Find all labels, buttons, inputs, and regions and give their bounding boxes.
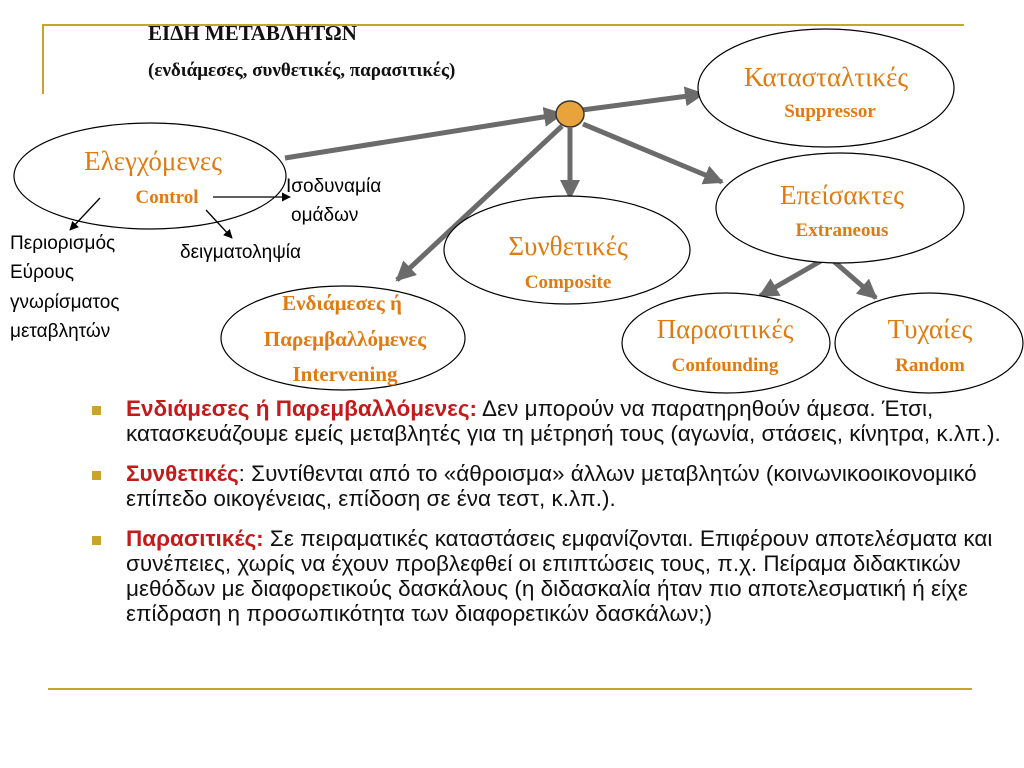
text-confounding: Σε πειραματικές καταστάσεις εμφανίζονται. Επιφέρουν αποτελέσματα και συνέπειες, χωρίς να έχουν προβλεφθεί οι επιπτώσεις τους, π.χ. Πείραμα διδακτικών μεθόδων με διαφορετικούς δασκάλους (η διδασκαλία ήταν πιο αποτελεσματική ή είχε επίδραση η προσωπικότητα των διαφορετικών δασκάλων;) <box>126 526 993 626</box>
note-range-line4: μεταβλητών <box>10 321 111 342</box>
bullet-marker <box>92 536 101 545</box>
arrow-control-to-hub <box>285 114 562 158</box>
control-sub: Control <box>135 187 199 208</box>
confounding-title: Παρασιτικές <box>656 314 794 344</box>
term-confounding: Παρασιτικές: <box>126 526 264 551</box>
term-intervening: Ενδιάμεσες ή Παρεμβαλλόμενες: <box>126 396 478 421</box>
definitions-list <box>92 396 1024 641</box>
extraneous-sub: Extraneous <box>795 220 889 241</box>
text-intervening: Δεν μπορούν να παρατηρηθούν άμεσα. Έτσι, κατασκευάζουμε εμείς μεταβλητές για τη μέτρησή τους (αγωνία, στάσεις, κίνητρα, κ.λπ.). <box>126 396 1001 446</box>
control-title: Ελεγχόμενες <box>84 146 222 176</box>
note-range-line3: γνωρίσματος <box>10 292 120 313</box>
extraneous-title: Επείσακτες <box>780 180 904 210</box>
arrow-hub-to-suppressor <box>582 94 703 110</box>
random-sub: Random <box>895 355 965 376</box>
slide-subtitle: (ενδιάμεσες, συνθετικές, παρασιτικές) <box>148 60 456 81</box>
text-composite: : Συντίθενται από το «άθροισμα» άλλων μεταβλητών (κοινωνικοοικονομικό επίπεδο οικογένειας, επίδοση σε ένα τεστ, κ.λπ.). <box>126 461 977 511</box>
note-range-line1: Περιορισμός <box>10 233 116 254</box>
definition-confounding <box>92 526 1024 626</box>
note-range-line2: Εύρους <box>10 262 74 283</box>
arrow-extraneous-to-random <box>830 258 876 298</box>
node-control <box>14 123 286 229</box>
confounding-sub: Confounding <box>671 355 779 376</box>
composite-sub: Composite <box>524 272 612 293</box>
definition-intervening <box>92 396 1024 446</box>
composite-title: Συνθετικές <box>508 231 628 261</box>
bottom-rule <box>48 688 972 690</box>
intervening-line3: Intervening <box>292 362 398 386</box>
suppressor-title: Κατασταλτικές <box>743 62 909 92</box>
random-title: Τυχαίες <box>887 314 973 344</box>
note-equivalence-line2: ομάδων <box>291 205 359 226</box>
bullet-marker <box>92 406 101 415</box>
note-equivalence-line1: Ισοδυναμία <box>286 176 382 197</box>
arrow-extraneous-to-confounding <box>760 258 826 296</box>
intervening-line1: Ενδιάμεσες ή <box>282 291 402 315</box>
note-sampling: δειγματοληψία <box>180 242 301 263</box>
suppressor-sub: Suppressor <box>784 101 876 122</box>
definition-composite <box>92 461 1024 511</box>
slide-title: ΕΙΔΗ ΜΕΤΑΒΛΗΤΩΝ <box>148 21 357 45</box>
bullet-marker <box>92 471 101 480</box>
arrow-hub-to-extraneous <box>583 124 722 182</box>
term-composite: Συνθετικές <box>126 461 239 486</box>
intervening-line2: Παρεμβαλλόμενες <box>263 327 427 351</box>
hub-node <box>556 101 584 127</box>
